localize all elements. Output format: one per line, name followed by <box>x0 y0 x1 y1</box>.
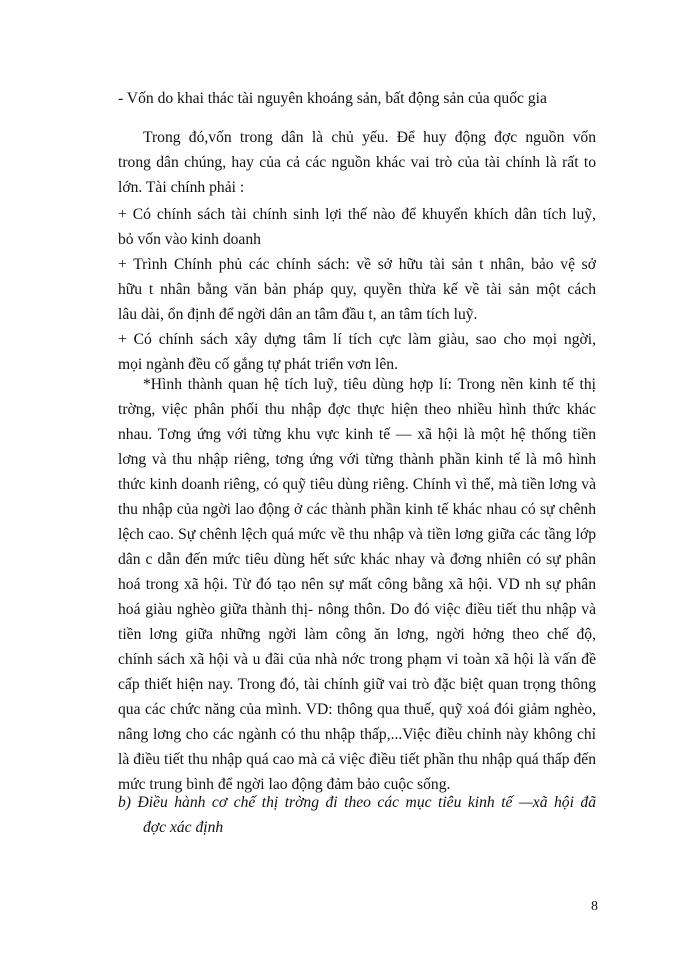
list-item: bỏ vốn vào kinh doanh <box>118 231 261 248</box>
text-line: - Vốn do khai thác tài nguyên khoáng sản, bất động sản của quốc gia <box>118 90 547 107</box>
section-heading-b <box>118 790 596 840</box>
list-item: + Có chính sách tài chính sinh lợi thế nào để khuyến khích dân tích luỹ, <box>118 206 596 223</box>
list-item: + Trình Chính phủ các chính sách: về sở hữu tài sản t nhân, bảo vệ sở <box>118 256 596 273</box>
paragraph-accumulation-consumption <box>118 372 596 797</box>
text-line: Trong đó,vốn trong dân là chủ yếu. Để huy động đợc nguồn vốn <box>143 129 596 146</box>
list-item: hữu t nhân bằng văn bản pháp quy, quyền thừa kế về tài sản một cách <box>118 281 596 298</box>
text-line: mức trung bình để ngời lao động đảm bảo cuộc sống. <box>118 776 451 793</box>
bullet-natural-resources <box>118 86 596 111</box>
page-number: 8 <box>591 899 598 914</box>
list-item: lâu dài, ổn định để ngời dân an tâm đầu t, an tâm tích luỹ. <box>118 306 478 323</box>
text-line: tiền lơng giữa những ngời làm công ăn lơng, ngời hởng theo chế độ, <box>118 626 596 643</box>
text-line: là điều tiết thu nhập quá cao mà cả việc điều tiết phần thu nhập quá thấp đến <box>118 751 596 768</box>
plus-list <box>118 202 596 377</box>
text-line: qua các chức năng của mình. VD: thông qua thuế, quỹ xoá đói giảm nghèo, <box>118 701 596 718</box>
text-line: chính sách xã hội và u đãi của nhà nớc trong phạm vi toàn xã hội là vấn đề <box>118 651 596 668</box>
heading-line: b) Điều hành cơ chế thị trờng đi theo các mục tiêu kinh tế —xã hội đã <box>118 794 596 811</box>
paragraph-finance-role <box>118 125 596 200</box>
text-line: cấp thiết hiện nay. Trong đó, tài chính giữ vai trò đặc biệt quan trọng thông <box>118 676 596 693</box>
text-line: thức kinh doanh riêng, có quỹ tiêu dùng riêng. Chính vì thế, mà tiền lơng và <box>118 476 596 493</box>
text-line: trong dân chúng, hay của cả các nguồn khác vai trò của tài chính là rất to <box>118 154 596 171</box>
text-line: dân c dẫn đến mức tiêu dùng hết sức khác nhay và đơng nhiên có sự phân <box>118 551 596 568</box>
text-line: hoá giàu nghèo giữa thành thị- nông thôn. Do đó việc điều tiết thu nhập và <box>118 601 596 618</box>
text-line: trờng, việc phân phối thu nhập đợc thực hiện theo nhiều hình thức khác <box>118 401 596 418</box>
text-line: *Hình thành quan hệ tích luỹ, tiêu dùng hợp lí: Trong nền kinh tế thị <box>143 376 596 393</box>
text-line: nâng lơng cho các ngành có thu nhập thấp,...Việc điều chỉnh này không chỉ <box>118 726 596 743</box>
list-item: mọi ngành đều cố gắng tự phát triển vơn lên. <box>118 356 398 373</box>
list-item: + Có chính sách xây dựng tâm lí tích cực làm giàu, sao cho mọi ngời, <box>118 331 596 348</box>
text-line: lớn. Tài chính phải : <box>118 179 245 196</box>
heading-line: đợc xác định <box>143 819 224 836</box>
text-line: thu nhập của ngời lao động ở các thành phần kinh tế khác nhau có sự chênh <box>118 501 596 518</box>
text-line: nhau. Tơng ứng với từng khu vực kinh tế — xã hội là một hệ thống tiền <box>118 426 596 443</box>
text-line: lơng và thu nhập riêng, tơng ứng với từng thành phần kinh tế là mô hình <box>118 451 596 468</box>
text-line: lệch cao. Sự chênh lệch quá mức về thu nhập và tiền lơng giữa các tầng lớp <box>118 526 596 543</box>
text-line: hoá trong xã hội. Từ đó tạo nên sự mất công bằng xã hội. VD nh sự phân <box>118 576 596 593</box>
